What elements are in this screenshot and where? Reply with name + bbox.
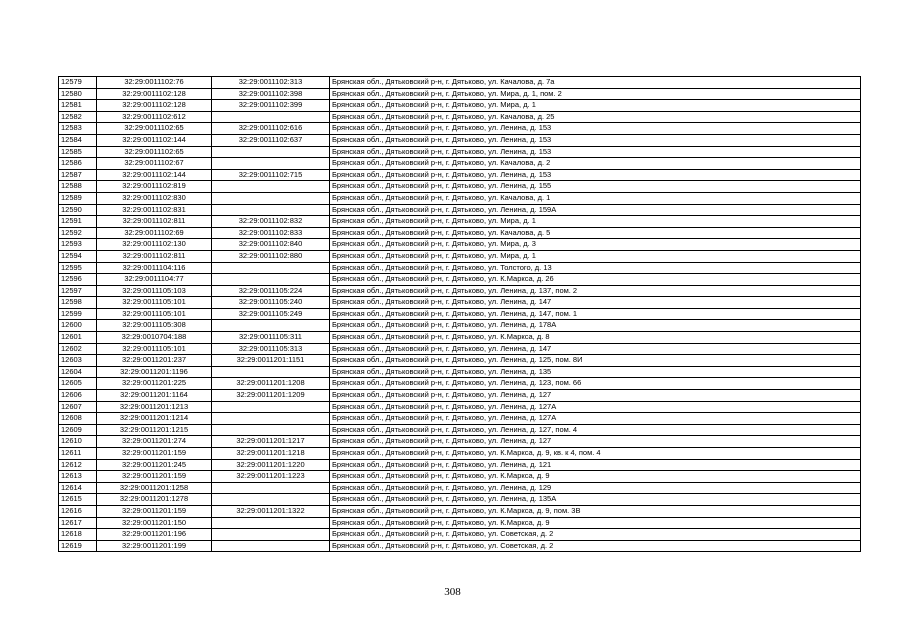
record-number-cell: 12604: [59, 366, 97, 378]
cadastral-number-cell: 32:29:0011201:245: [97, 459, 212, 471]
record-number-cell: 12603: [59, 355, 97, 367]
cadastral-number-cell: 32:29:0011201:1196: [97, 366, 212, 378]
table-row: [59, 390, 861, 402]
record-number-cell: 12592: [59, 227, 97, 239]
table-row: [59, 274, 861, 286]
related-cadastral-number-cell: 32:29:0011105:311: [212, 332, 330, 344]
related-cadastral-number-cell: 32:29:0011102:616: [212, 123, 330, 135]
related-cadastral-number-cell: 32:29:0011201:1322: [212, 505, 330, 517]
table-row: [59, 308, 861, 320]
table-row: [59, 401, 861, 413]
related-cadastral-number-cell: 32:29:0011201:1209: [212, 390, 330, 402]
cadastral-number-cell: 32:29:0011201:1278: [97, 494, 212, 506]
address-cell: Брянская обл., Дятьковский р-н, г. Дятьково, ул. Мира, д. 1: [330, 250, 861, 262]
cadastral-number-cell: 32:29:0011102:811: [97, 250, 212, 262]
address-cell: Брянская обл., Дятьковский р-н, г. Дятьково, ул. К.Маркса, д. 26: [330, 274, 861, 286]
record-number-cell: 12600: [59, 320, 97, 332]
related-cadastral-number-cell: [212, 204, 330, 216]
related-cadastral-number-cell: [212, 540, 330, 552]
related-cadastral-number-cell: [212, 111, 330, 123]
cadastral-number-cell: 32:29:0011105:101: [97, 297, 212, 309]
table-row: [59, 169, 861, 181]
record-number-cell: 12616: [59, 505, 97, 517]
address-cell: Брянская обл., Дятьковский р-н, г. Дятьково, ул. Ленина, д. 127: [330, 436, 861, 448]
cadastral-number-cell: 32:29:0010704:188: [97, 332, 212, 344]
table-row: [59, 505, 861, 517]
record-number-cell: 12608: [59, 413, 97, 425]
related-cadastral-number-cell: 32:29:0011105:249: [212, 308, 330, 320]
table-row: [59, 227, 861, 239]
address-cell: Брянская обл., Дятьковский р-н, г. Дятьково, ул. Качалова, д. 2: [330, 158, 861, 170]
related-cadastral-number-cell: [212, 320, 330, 332]
address-cell: Брянская обл., Дятьковский р-н, г. Дятьково, ул. Качалова, д. 5: [330, 227, 861, 239]
related-cadastral-number-cell: 32:29:0011201:1218: [212, 448, 330, 460]
related-cadastral-number-cell: 32:29:0011201:1151: [212, 355, 330, 367]
address-cell: Брянская обл., Дятьковский р-н, г. Дятьково, ул. К.Маркса, д. 9: [330, 471, 861, 483]
related-cadastral-number-cell: [212, 482, 330, 494]
address-cell: Брянская обл., Дятьковский р-н, г. Дятьково, ул. Ленина, д. 147, пом. 1: [330, 308, 861, 320]
record-number-cell: 12597: [59, 285, 97, 297]
record-number-cell: 12605: [59, 378, 97, 390]
record-number-cell: 12595: [59, 262, 97, 274]
record-number-cell: 12612: [59, 459, 97, 471]
cadastral-number-cell: 32:29:0011102:65: [97, 146, 212, 158]
related-cadastral-number-cell: [212, 366, 330, 378]
related-cadastral-number-cell: 32:29:0011105:224: [212, 285, 330, 297]
cadastral-number-cell: 32:29:0011102:830: [97, 192, 212, 204]
table-row: [59, 471, 861, 483]
record-number-cell: 12606: [59, 390, 97, 402]
address-cell: Брянская обл., Дятьковский р-н, г. Дятьково, ул. Ленина, д. 147: [330, 343, 861, 355]
related-cadastral-number-cell: 32:29:0011102:840: [212, 239, 330, 251]
record-number-cell: 12618: [59, 529, 97, 541]
related-cadastral-number-cell: [212, 146, 330, 158]
address-cell: Брянская обл., Дятьковский р-н, г. Дятьково, ул. Ленина, д. 129: [330, 482, 861, 494]
record-number-cell: 12586: [59, 158, 97, 170]
cadastral-number-cell: 32:29:0011102:69: [97, 227, 212, 239]
related-cadastral-number-cell: [212, 401, 330, 413]
cadastral-number-cell: 32:29:0011102:819: [97, 181, 212, 193]
cadastral-number-cell: 32:29:0011102:811: [97, 216, 212, 228]
address-cell: Брянская обл., Дятьковский р-н, г. Дятьково, ул. Толстого, д. 13: [330, 262, 861, 274]
record-number-cell: 12619: [59, 540, 97, 552]
cadastral-number-cell: 32:29:0011102:128: [97, 100, 212, 112]
record-number-cell: 12601: [59, 332, 97, 344]
address-cell: Брянская обл., Дятьковский р-н, г. Дятьково, ул. Ленина, д. 127, пом. 4: [330, 424, 861, 436]
record-number-cell: 12584: [59, 134, 97, 146]
record-number-cell: 12582: [59, 111, 97, 123]
cadastral-number-cell: 32:29:0011201:1215: [97, 424, 212, 436]
table-row: [59, 111, 861, 123]
record-number-cell: 12596: [59, 274, 97, 286]
related-cadastral-number-cell: 32:29:0011102:832: [212, 216, 330, 228]
address-cell: Брянская обл., Дятьковский р-н, г. Дятьково, ул. Ленина, д. 178А: [330, 320, 861, 332]
table-row: [59, 100, 861, 112]
related-cadastral-number-cell: 32:29:0011102:398: [212, 88, 330, 100]
record-number-cell: 12593: [59, 239, 97, 251]
cadastral-number-cell: 32:29:0011104:116: [97, 262, 212, 274]
address-cell: Брянская обл., Дятьковский р-н, г. Дятьково, ул. Ленина, д. 137, пом. 2: [330, 285, 861, 297]
table-row: [59, 482, 861, 494]
table-row: [59, 459, 861, 471]
address-cell: Брянская обл., Дятьковский р-н, г. Дятьково, ул. Ленина, д. 147: [330, 297, 861, 309]
cadastral-number-cell: 32:29:0011201:274: [97, 436, 212, 448]
address-cell: Брянская обл., Дятьковский р-н, г. Дятьково, ул. К.Маркса, д. 9, пом. 3В: [330, 505, 861, 517]
address-cell: Брянская обл., Дятьковский р-н, г. Дятьково, ул. Мира, д. 1: [330, 216, 861, 228]
address-cell: Брянская обл., Дятьковский р-н, г. Дятьково, ул. К.Маркса, д. 9, кв. к 4, пом. 4: [330, 448, 861, 460]
cadastral-number-cell: 32:29:0011102:67: [97, 158, 212, 170]
table-row: [59, 250, 861, 262]
address-cell: Брянская обл., Дятьковский р-н, г. Дятьково, ул. Советская, д. 2: [330, 529, 861, 541]
cadastral-number-cell: 32:29:0011104:77: [97, 274, 212, 286]
address-cell: Брянская обл., Дятьковский р-н, г. Дятьково, ул. Ленина, д. 135: [330, 366, 861, 378]
related-cadastral-number-cell: [212, 494, 330, 506]
record-number-cell: 12589: [59, 192, 97, 204]
cadastral-number-cell: 32:29:0011201:1213: [97, 401, 212, 413]
cadastral-number-cell: 32:29:0011102:144: [97, 134, 212, 146]
table-row: [59, 239, 861, 251]
record-number-cell: 12602: [59, 343, 97, 355]
address-cell: Брянская обл., Дятьковский р-н, г. Дятьково, ул. Ленина, д. 135А: [330, 494, 861, 506]
related-cadastral-number-cell: 32:29:0011201:1223: [212, 471, 330, 483]
address-cell: Брянская обл., Дятьковский р-н, г. Дятьково, ул. Качалова, д. 7а: [330, 77, 861, 89]
related-cadastral-number-cell: 32:29:0011102:833: [212, 227, 330, 239]
address-cell: Брянская обл., Дятьковский р-н, г. Дятьково, ул. Ленина, д. 125, пом. 8И: [330, 355, 861, 367]
related-cadastral-number-cell: 32:29:0011102:880: [212, 250, 330, 262]
related-cadastral-number-cell: [212, 413, 330, 425]
table-row: [59, 413, 861, 425]
related-cadastral-number-cell: [212, 529, 330, 541]
related-cadastral-number-cell: [212, 424, 330, 436]
related-cadastral-number-cell: [212, 192, 330, 204]
related-cadastral-number-cell: 32:29:0011102:399: [212, 100, 330, 112]
record-number-cell: 12590: [59, 204, 97, 216]
related-cadastral-number-cell: [212, 517, 330, 529]
related-cadastral-number-cell: 32:29:0011105:313: [212, 343, 330, 355]
related-cadastral-number-cell: 32:29:0011105:240: [212, 297, 330, 309]
cadastral-number-cell: 32:29:0011102:76: [97, 77, 212, 89]
record-number-cell: 12607: [59, 401, 97, 413]
address-cell: Брянская обл., Дятьковский р-н, г. Дятьково, ул. Ленина, д. 123, пом. 66: [330, 378, 861, 390]
address-cell: Брянская обл., Дятьковский р-н, г. Дятьково, ул. Ленина, д. 153: [330, 169, 861, 181]
cadastral-number-cell: 32:29:0011105:101: [97, 343, 212, 355]
table-row: [59, 262, 861, 274]
record-number-cell: 12591: [59, 216, 97, 228]
record-number-cell: 12583: [59, 123, 97, 135]
table-row: [59, 448, 861, 460]
cadastral-number-cell: 32:29:0011201:225: [97, 378, 212, 390]
table-row: [59, 285, 861, 297]
address-cell: Брянская обл., Дятьковский р-н, г. Дятьково, ул. Ленина, д. 127А: [330, 413, 861, 425]
address-cell: Брянская обл., Дятьковский р-н, г. Дятьково, ул. Ленина, д. 159А: [330, 204, 861, 216]
cadastral-number-cell: 32:29:0011105:308: [97, 320, 212, 332]
cadastral-number-cell: 32:29:0011201:1214: [97, 413, 212, 425]
address-cell: Брянская обл., Дятьковский р-н, г. Дятьково, ул. Ленина, д. 127А: [330, 401, 861, 413]
related-cadastral-number-cell: 32:29:0011102:637: [212, 134, 330, 146]
cadastral-number-cell: 32:29:0011105:101: [97, 308, 212, 320]
record-number-cell: 12599: [59, 308, 97, 320]
table-row: [59, 134, 861, 146]
cadastral-number-cell: 32:29:0011201:196: [97, 529, 212, 541]
address-cell: Брянская обл., Дятьковский р-н, г. Дятьково, ул. Мира, д. 3: [330, 239, 861, 251]
table-row: [59, 320, 861, 332]
address-cell: Брянская обл., Дятьковский р-н, г. Дятьково, ул. Ленина, д. 153: [330, 123, 861, 135]
table-row: [59, 123, 861, 135]
address-cell: Брянская обл., Дятьковский р-н, г. Дятьково, ул. Качалова, д. 1: [330, 192, 861, 204]
table-row: [59, 181, 861, 193]
record-number-cell: 12617: [59, 517, 97, 529]
table-row: [59, 355, 861, 367]
table-row: [59, 88, 861, 100]
table-row: [59, 77, 861, 89]
table-row: [59, 192, 861, 204]
cadastral-number-cell: 32:29:0011105:103: [97, 285, 212, 297]
table-row: [59, 158, 861, 170]
record-number-cell: 12609: [59, 424, 97, 436]
cadastral-number-cell: 32:29:0011102:144: [97, 169, 212, 181]
related-cadastral-number-cell: [212, 274, 330, 286]
page-number: 308: [444, 586, 461, 598]
address-cell: Брянская обл., Дятьковский р-н, г. Дятьково, ул. Мира, д. 1, пом. 2: [330, 88, 861, 100]
related-cadastral-number-cell: [212, 262, 330, 274]
cadastral-number-cell: 32:29:0011201:159: [97, 505, 212, 517]
cadastral-number-cell: 32:29:0011201:159: [97, 471, 212, 483]
register-table-body: [59, 77, 861, 552]
record-number-cell: 12588: [59, 181, 97, 193]
related-cadastral-number-cell: 32:29:0011201:1220: [212, 459, 330, 471]
record-number-cell: 12594: [59, 250, 97, 262]
cadastral-number-cell: 32:29:0011201:150: [97, 517, 212, 529]
related-cadastral-number-cell: 32:29:0011201:1208: [212, 378, 330, 390]
related-cadastral-number-cell: [212, 158, 330, 170]
record-number-cell: 12581: [59, 100, 97, 112]
address-cell: Брянская обл., Дятьковский р-н, г. Дятьково, ул. Ленина, д. 153: [330, 146, 861, 158]
related-cadastral-number-cell: [212, 181, 330, 193]
cadastral-number-cell: 32:29:0011102:128: [97, 88, 212, 100]
address-cell: Брянская обл., Дятьковский р-н, г. Дятьково, ул. К.Маркса, д. 8: [330, 332, 861, 344]
cadastral-number-cell: 32:29:0011102:831: [97, 204, 212, 216]
table-row: [59, 378, 861, 390]
table-row: [59, 366, 861, 378]
cadastral-number-cell: 32:29:0011201:1258: [97, 482, 212, 494]
table-row: [59, 146, 861, 158]
table-row: [59, 494, 861, 506]
cadastral-number-cell: 32:29:0011201:237: [97, 355, 212, 367]
cadastral-register-table: [58, 76, 861, 552]
cadastral-number-cell: 32:29:0011102:130: [97, 239, 212, 251]
table-row: [59, 343, 861, 355]
record-number-cell: 12611: [59, 448, 97, 460]
record-number-cell: 12615: [59, 494, 97, 506]
address-cell: Брянская обл., Дятьковский р-н, г. Дятьково, ул. Ленина, д. 127: [330, 390, 861, 402]
address-cell: Брянская обл., Дятьковский р-н, г. Дятьково, ул. Мира, д. 1: [330, 100, 861, 112]
table-row: [59, 204, 861, 216]
cadastral-number-cell: 32:29:0011201:199: [97, 540, 212, 552]
table-row: [59, 529, 861, 541]
cadastral-number-cell: 32:29:0011102:65: [97, 123, 212, 135]
table-row: [59, 540, 861, 552]
record-number-cell: 12579: [59, 77, 97, 89]
address-cell: Брянская обл., Дятьковский р-н, г. Дятьково, ул. К.Маркса, д. 9: [330, 517, 861, 529]
record-number-cell: 12580: [59, 88, 97, 100]
cadastral-number-cell: 32:29:0011201:159: [97, 448, 212, 460]
record-number-cell: 12613: [59, 471, 97, 483]
related-cadastral-number-cell: 32:29:0011102:313: [212, 77, 330, 89]
address-cell: Брянская обл., Дятьковский р-н, г. Дятьково, ул. Советская, д. 2: [330, 540, 861, 552]
record-number-cell: 12610: [59, 436, 97, 448]
table-row: [59, 436, 861, 448]
address-cell: Брянская обл., Дятьковский р-н, г. Дятьково, ул. Ленина, д. 155: [330, 181, 861, 193]
cadastral-number-cell: 32:29:0011102:612: [97, 111, 212, 123]
record-number-cell: 12587: [59, 169, 97, 181]
cadastral-number-cell: 32:29:0011201:1164: [97, 390, 212, 402]
address-cell: Брянская обл., Дятьковский р-н, г. Дятьково, ул. Качалова, д. 25: [330, 111, 861, 123]
related-cadastral-number-cell: 32:29:0011201:1217: [212, 436, 330, 448]
record-number-cell: 12614: [59, 482, 97, 494]
related-cadastral-number-cell: 32:29:0011102:715: [212, 169, 330, 181]
table-row: [59, 517, 861, 529]
table-row: [59, 332, 861, 344]
table-row: [59, 424, 861, 436]
record-number-cell: 12598: [59, 297, 97, 309]
address-cell: Брянская обл., Дятьковский р-н, г. Дятьково, ул. Ленина, д. 121: [330, 459, 861, 471]
address-cell: Брянская обл., Дятьковский р-н, г. Дятьково, ул. Ленина, д. 153: [330, 134, 861, 146]
table-row: [59, 297, 861, 309]
record-number-cell: 12585: [59, 146, 97, 158]
table-row: [59, 216, 861, 228]
